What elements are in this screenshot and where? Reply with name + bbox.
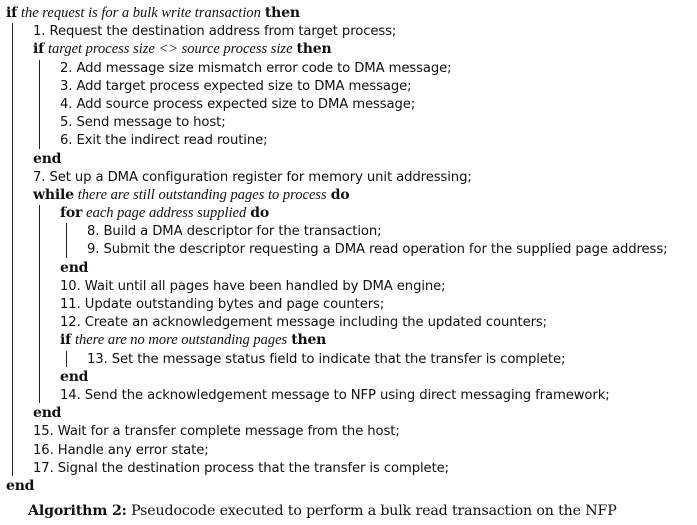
control-keyword-suffix: then <box>291 332 327 349</box>
pseudocode-step <box>6 59 696 77</box>
pseudocode-step <box>6 131 696 149</box>
step-text: 4. Add source process expected size to DMA message; <box>60 96 416 112</box>
pseudocode-step <box>6 240 696 258</box>
control-keyword: for <box>60 205 83 222</box>
condition-text: target process size <> source process size <box>47 41 293 58</box>
block-header <box>6 40 696 58</box>
condition-text: the request is for a bulk write transaction <box>20 5 261 21</box>
end-keyword: end <box>33 405 62 422</box>
pseudocode-step <box>6 277 696 295</box>
block-indent-rule <box>66 351 67 367</box>
step-text: 15. Wait for a transfer complete message from the host; <box>33 424 400 440</box>
pseudocode-step <box>6 222 696 240</box>
step-text: 6. Exit the indirect read routine; <box>60 133 268 149</box>
control-keyword: if <box>6 5 17 21</box>
step-text: 3. Add target process expected size to DMA message; <box>60 78 412 94</box>
pseudocode-step <box>6 313 696 331</box>
pseudocode-step <box>6 350 696 368</box>
block-indent-rule <box>12 23 13 476</box>
pseudocode-step <box>6 22 696 40</box>
pseudocode-step <box>6 113 696 131</box>
block-end <box>6 477 696 495</box>
step-text: 2. Add message size mismatch error code to DMA message; <box>60 60 452 76</box>
pseudocode-step <box>6 95 696 113</box>
pseudocode-step <box>6 386 696 404</box>
block-header <box>6 204 696 222</box>
pseudocode-step <box>6 295 696 313</box>
block-indent-rule <box>39 205 40 403</box>
step-text: 11. Update outstanding bytes and page counters; <box>60 297 385 312</box>
block-indent-rule <box>66 223 67 257</box>
control-keyword: if <box>33 41 44 58</box>
step-text: 1. Request the destination address from target process; <box>33 24 397 40</box>
condition-text: there are still outstanding pages to process <box>77 186 327 203</box>
block-header <box>6 186 696 204</box>
pseudocode-step <box>6 441 696 459</box>
end-keyword: end <box>60 368 89 385</box>
block-end <box>6 404 696 422</box>
block-end <box>6 259 696 277</box>
caption-label: Algorithm 2: <box>28 503 127 519</box>
algorithm-caption <box>28 503 617 519</box>
control-keyword-suffix: then <box>264 5 300 21</box>
step-text: 9. Submit the descriptor requesting a DMA read operation for the supplied page address; <box>87 242 668 258</box>
step-text: 12. Create an acknowledgement message including the updated counters; <box>60 315 548 331</box>
block-header <box>6 331 696 349</box>
step-text: 10. Wait until all pages have been handled by DMA engine; <box>60 278 446 294</box>
control-keyword-suffix: do <box>330 186 350 203</box>
end-keyword: end <box>6 477 35 494</box>
block-end <box>6 150 696 168</box>
step-text: 17. Signal the destination process that the transfer is complete; <box>33 460 449 476</box>
end-keyword: end <box>60 259 89 276</box>
step-text: 7. Set up a DMA configuration register for memory unit addressing; <box>33 169 472 185</box>
pseudocode-step <box>6 168 696 186</box>
caption-text: Pseudocode executed to perform a bulk read transaction on the NFP <box>131 503 617 519</box>
algorithm-block <box>6 4 696 495</box>
control-keyword-suffix: do <box>250 205 270 222</box>
condition-text: each page address supplied <box>86 205 247 222</box>
block-indent-rule <box>39 60 40 149</box>
end-keyword: end <box>33 150 62 167</box>
condition-text: there are no more outstanding pages <box>74 332 288 349</box>
pseudocode-step <box>6 77 696 95</box>
block-header <box>6 4 696 22</box>
step-text: 16. Handle any error state; <box>33 442 209 458</box>
pseudocode-step <box>6 422 696 440</box>
control-keyword: while <box>33 186 74 203</box>
control-keyword-suffix: then <box>296 41 332 58</box>
step-text: 13. Set the message status field to indicate that the transfer is complete; <box>87 351 566 367</box>
step-text: 8. Build a DMA descriptor for the transaction; <box>87 224 382 240</box>
step-text: 5. Send message to host; <box>60 115 226 131</box>
block-end <box>6 368 696 386</box>
step-text: 14. Send the acknowledgement message to NFP using direct messaging framework; <box>60 387 610 403</box>
pseudocode-step <box>6 459 696 477</box>
control-keyword: if <box>60 332 71 349</box>
